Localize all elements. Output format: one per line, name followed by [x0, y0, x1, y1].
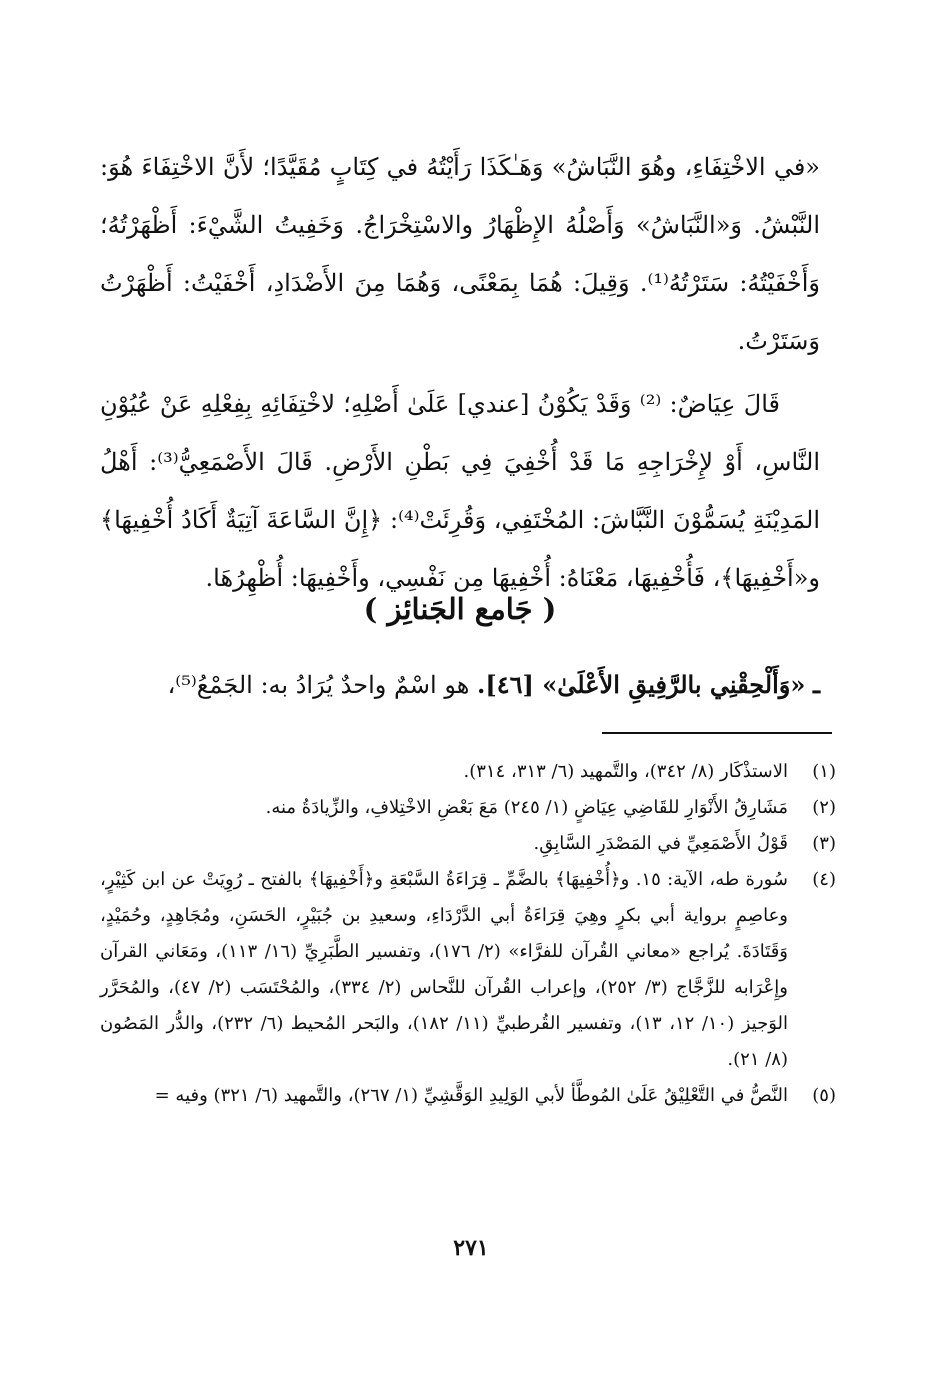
footnote-number: (٢) — [812, 797, 836, 818]
entry-text: هو اسْمٌ واحدٌ يُرَادُ به: الجَمْعُ⁽⁵⁾، — [167, 671, 470, 699]
footnote-number: (٤) — [812, 869, 836, 890]
paragraph-2: قَالَ عِيَاضٌ: ⁽²⁾ وَقَدْ يَكُوْنُ [عندي] عَلَىٰ أَصْلِهِ؛ لاخْتِفَائِهِ بِفِعْلِهِ عَنْ عُيُوْنِ النَّاسِ، أَوْ لإِخْرَاجِهِ مَا قَدْ أُخْفِيَ فِي بَطْنِ الأَرْضِ. قَالَ الأَصْمَعِيُّ⁽³⁾: أَهْلُ المَدِيْنَةِ يُسَمُّوْنَ النَّبَّاشَ: المُخْتَفِي، وَقُرِئَتْ⁽⁴⁾: ﴿إِنَّ السَّاعَةَ آتِيَةٌ أَكَادُ أُخْفِيهَا﴾ و«أَخْفِيهَا﴾، فَأُخْفِيهَا، مَعْنَاهُ: أُخْفِيهَا مِن نَفْسِي، وأَخْفِيهَا: أُظْهِرُهَا. — [100, 390, 820, 592]
footnote-text: سُورة طه، الآية: ١٥. و﴿أُخْفِيهَا﴾ بالضَّمِّ ـ قِرَاءَةُ السَّبْعَةِ و﴿أَخْفِيهَا﴾ بالفتح ـ رُوِيَتْ عن ابن كَثِيْرٍ، وعاصِمٍ برواية أبي بكرٍ وهِيَ قِرَاءَةُ أبي الدَّرْدَاءِ، وسعيدِ بن جُبَيْرٍ، الحَسَنِ، ومُجَاهِدٍ، وحُمَيْدٍ، وَقَتَادَةَ. يُراجع «معاني القُرآن للفرَّاء» (٢/ ١٧٦)، وتفسير الطَّبَرِيِّ (١٦/ ١١٣)، ومَعَاني القرآن وإِعْرَابه للزَّجَّاج (٣/ ٢٥٢)، وإعراب القُرآن للنَّحاس (٢/ ٣٣٤)، والمُحْتَسَب (٢/ ٤٧)، والمُحَرَّر الوَجيز (١٠/ ١٢، ١٣)، وتفسير القُرطبيِّ (١١/ ١٨٢)، والبَحر المُحيط (٦/ ٢٣٢)، والدُّر المَصُون (٨/ ٢١). — [100, 869, 789, 1070]
section-heading: ( جَامع الجَنائِز ) — [363, 592, 557, 626]
footnote — [100, 754, 836, 790]
footnotes — [100, 754, 836, 1114]
footnote-number: (٥) — [812, 1085, 836, 1106]
page-number: ٢٧١ — [453, 1235, 489, 1261]
entry-line — [100, 660, 820, 710]
main-text — [100, 138, 820, 607]
footnote-separator — [602, 732, 832, 734]
footnote — [100, 1078, 836, 1114]
footnote — [100, 862, 836, 1078]
entry-phrase: «وَأَلْحِقْنِي بالرَّفِيقِ الأَعْلَىٰ» [٤٦]. — [477, 670, 806, 699]
footnote-text: قَوْلُ الأَصْمَعِيِّ في المَصْدَرِ السَّابِقِ. — [533, 833, 788, 854]
footnote-text: النَّصُّ في التَّعْلِيْقُ عَلَىٰ المُوطَّأ لأبي الوَلِيدِ الوَقَّشِيِّ (١/ ٢٦٧)، والتَّمهيد (٦/ ٣٢١) وفيه = — [154, 1085, 788, 1106]
footnote-text: مَشَارِقُ الأَنْوَارِ للقَاضِي عِيَاضٍ (١/ ٢٤٥) مَعَ بَعْضِ الاخْتِلافِ، والزِّيادَةُ منه. — [265, 797, 788, 818]
footnote-text: الاستذْكَار (٨/ ٣٤٢)، والتَّمهيد (٦/ ٣١٣، ٣١٤). — [463, 761, 788, 782]
footnote-number: (١) — [812, 761, 836, 782]
entry-dash: ـ — [812, 670, 820, 699]
footnote-number: (٣) — [812, 833, 836, 854]
footnote — [100, 790, 836, 826]
footnote — [100, 826, 836, 862]
paragraph-1: «في الاخْتِفَاءِ، وهُوَ النَّبَاشُ» وَهَـٰكَذَا رَأَيْتُهُ في كِتَابٍ مُقَيَّدًا؛ لأَنَّ الاخْتِفَاءَ هُوَ: النَّبْشُ. وَ«النَّبَاشُ» وَأَصْلُهُ الإِظْهَارُ والاسْتِخْرَاجُ. وَخَفِيتُ الشَّيْءَ: أَظْهَرْتُهُ؛ وَأَخْفَيْتُهُ: سَتَرْتُهُ⁽¹⁾. وَقِيلَ: هُمَا بِمَعْنًى، وَهُمَا مِنَ الأَضْدَادِ، أَخْفَيْتُ: أَظْهَرْتُ وَسَتَرْتُ. — [100, 153, 820, 355]
